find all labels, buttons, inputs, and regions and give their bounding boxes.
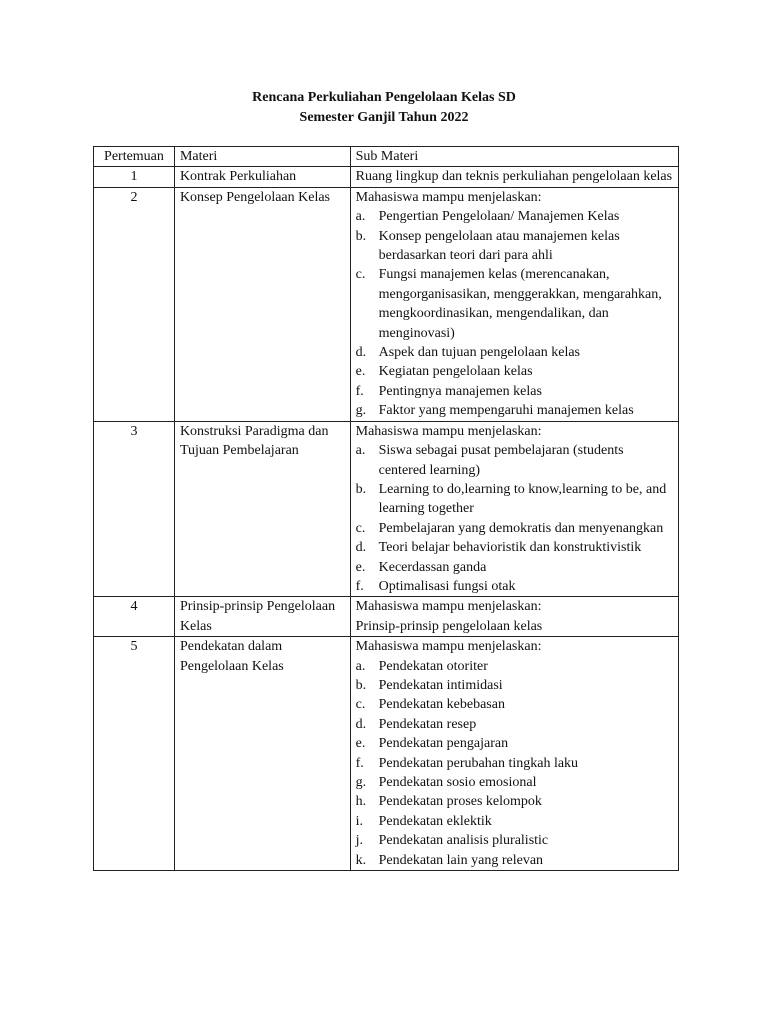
list-item	[356, 812, 674, 831]
list-item	[356, 441, 674, 480]
list-item-marker: j.	[355, 833, 364, 849]
sub-materi-cell	[350, 597, 678, 637]
materi-cell: Pendekatan dalam Pengelolaan Kelas	[174, 637, 350, 871]
header-materi: Materi	[174, 147, 350, 167]
list-item-text: Pendekatan intimidasi	[378, 677, 503, 693]
list-item-marker: d.	[355, 345, 367, 361]
list-item-marker: b.	[355, 228, 367, 244]
sub-materi-intro: Mahasiswa mampu menjelaskan:	[355, 189, 542, 205]
list-item-text: Pendekatan pengajaran	[378, 736, 509, 752]
list-item	[356, 343, 674, 362]
list-item	[356, 734, 674, 753]
list-item	[356, 382, 674, 401]
list-item	[356, 401, 674, 420]
list-item-marker: e.	[355, 559, 366, 575]
materi-cell: Konsep Pengelolaan Kelas	[174, 187, 350, 421]
list-item-text: Kecerdassan ganda	[378, 559, 487, 575]
list-item	[356, 695, 674, 714]
list-item-text: Konsep pengelolaan atau manajemen kelas berdasarkan teori dari para ahli	[378, 228, 620, 264]
sub-materi-intro: Mahasiswa mampu menjelaskan:	[355, 599, 542, 615]
list-item-text: Pendekatan lain yang relevan	[378, 852, 544, 868]
table-header-row	[94, 147, 679, 167]
list-item-text: Teori belajar behavioristik dan konstruktivistik	[378, 540, 642, 556]
sub-materi-note: Prinsip-prinsip pengelolaan kelas	[355, 618, 543, 634]
list-item	[356, 577, 674, 596]
list-item-text: Pendekatan analisis pluralistic	[378, 833, 549, 849]
list-item-text: Kegiatan pengelolaan kelas	[378, 364, 533, 380]
table-row	[94, 637, 679, 871]
list-item	[356, 676, 674, 695]
pertemuan-cell: 4	[94, 597, 175, 637]
table-body	[94, 167, 679, 871]
list-item-text: Pendekatan proses kelompok	[378, 794, 542, 810]
list-item-marker: c.	[355, 520, 366, 536]
list-item-marker: e.	[355, 736, 366, 752]
list-item-marker: f.	[355, 578, 364, 594]
list-item-text: Pendekatan otoriter	[378, 658, 488, 674]
list-item-text: Pendekatan sosio emosional	[378, 775, 537, 790]
list-item-text: Siswa sebagai pusat pembelajaran (students centered learning)	[378, 443, 624, 478]
list-item-marker: i.	[355, 813, 364, 829]
list-item-marker: d.	[355, 716, 367, 732]
list-item	[356, 754, 674, 773]
list-item-marker: b.	[355, 677, 367, 693]
sub-materi-intro: Mahasiswa mampu menjelaskan:	[355, 423, 542, 439]
list-item-marker: f.	[355, 755, 364, 771]
sub-materi-list	[356, 207, 674, 420]
list-item-text: Optimalisasi fungsi otak	[378, 578, 516, 594]
list-item	[356, 558, 674, 577]
list-item	[356, 519, 674, 538]
pertemuan-cell: 2	[94, 187, 175, 421]
pertemuan-cell: 3	[94, 421, 175, 597]
list-item-marker: g.	[355, 403, 367, 419]
materi-cell: Kontrak Perkuliahan	[174, 167, 350, 187]
sub-materi-list	[356, 441, 674, 596]
list-item-marker: a.	[355, 209, 366, 225]
list-item	[356, 362, 674, 381]
list-item	[356, 480, 674, 519]
list-item	[356, 265, 674, 343]
list-item-marker: d.	[355, 540, 367, 556]
list-item-marker: e.	[355, 364, 366, 380]
list-item-marker: c.	[355, 267, 366, 283]
list-item-marker: h.	[355, 794, 367, 810]
header-pertemuan: Pertemuan	[94, 147, 175, 167]
list-item-marker: c.	[355, 697, 366, 713]
sub-materi-cell	[350, 421, 678, 597]
table-row	[94, 597, 679, 637]
list-item	[356, 851, 674, 870]
table-row	[94, 167, 679, 187]
document-title	[0, 88, 768, 128]
sub-materi-intro: Mahasiswa mampu menjelaskan:	[355, 639, 542, 655]
list-item	[356, 538, 674, 557]
table-row	[94, 187, 679, 421]
list-item	[356, 657, 674, 676]
list-item	[356, 792, 674, 811]
list-item-marker: b.	[355, 481, 367, 497]
list-item-text: Fungsi manajemen kelas (merencanakan, mengorganisasikan, menggerakkan, mengarahkan, mengkoordinasikan, mengendalikan, dan menginovasi)	[378, 267, 662, 341]
sub-materi-cell	[350, 637, 678, 871]
title-line-2: Semester Ganjil Tahun 2022	[299, 110, 469, 125]
list-item	[356, 831, 674, 850]
list-item-marker: a.	[355, 443, 366, 459]
list-item-text: Pembelajaran yang demokratis dan menyenangkan	[378, 520, 664, 536]
materi-cell: Konstruksi Paradigma dan Tujuan Pembelajaran	[174, 421, 350, 597]
list-item	[356, 227, 674, 266]
list-item-text: Pendekatan eklektik	[378, 813, 492, 829]
pertemuan-cell: 1	[94, 167, 175, 187]
list-item-text: Aspek dan tujuan pengelolaan kelas	[378, 345, 581, 361]
list-item-text: Pentingnya manajemen kelas	[378, 383, 542, 399]
list-item	[356, 773, 674, 792]
sub-materi-cell	[350, 187, 678, 421]
list-item-marker: a.	[355, 658, 366, 674]
table-row	[94, 421, 679, 597]
list-item-text: Pendekatan resep	[378, 716, 477, 732]
list-item-marker: k.	[355, 852, 367, 868]
list-item-text: Pendekatan kebebasan	[378, 697, 505, 713]
list-item-marker: g.	[355, 775, 367, 790]
list-item	[356, 715, 674, 734]
sub-materi-intro: Ruang lingkup dan teknis perkuliahan pengelolaan kelas	[355, 169, 673, 185]
sub-materi-list	[356, 657, 674, 870]
list-item-text: Faktor yang mempengaruhi manajemen kelas	[378, 403, 634, 419]
list-item-text: Learning to do,learning to know,learning to be, and learning together	[378, 481, 667, 517]
list-item-text: Pengertian Pengelolaan/ Manajemen Kelas	[378, 209, 620, 225]
list-item-text: Pendekatan perubahan tingkah laku	[378, 755, 579, 771]
sub-materi-cell	[350, 167, 678, 187]
list-item-marker: f.	[355, 383, 364, 399]
materi-cell: Prinsip-prinsip Pengelolaan Kelas	[174, 597, 350, 637]
course-plan-table	[93, 146, 679, 871]
pertemuan-cell: 5	[94, 637, 175, 871]
title-line-1: Rencana Perkuliahan Pengelolaan Kelas SD	[252, 90, 516, 105]
list-item	[356, 207, 674, 226]
header-sub-materi: Sub Materi	[350, 147, 678, 167]
